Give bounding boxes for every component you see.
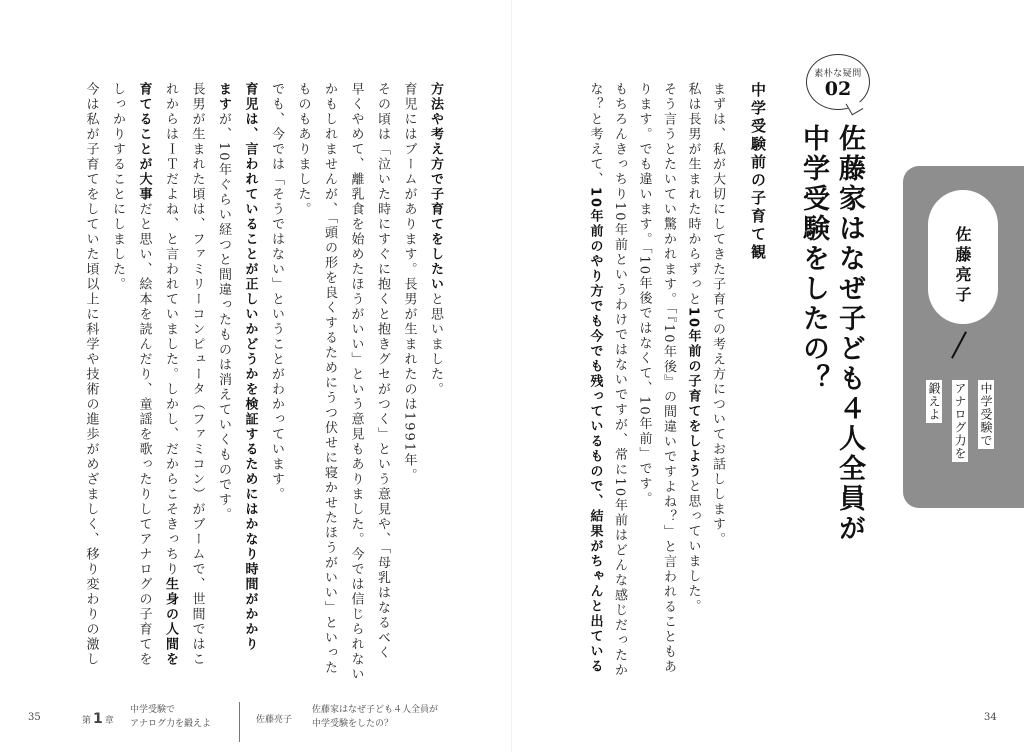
- right-body-column: [684, 82, 702, 614]
- left-body-column: [188, 82, 206, 667]
- body-text: 育児にはブームがあります。長男が生まれたのは1991年。: [401, 82, 417, 484]
- emphasis-text: 生身の人間を: [163, 577, 178, 667]
- tab-caption-line-1: 中学受験で: [979, 382, 993, 447]
- left-body-column: [267, 82, 285, 502]
- footer-author: 佐藤亮子: [256, 715, 293, 725]
- right-body-column: [659, 82, 677, 675]
- right-body-column: [708, 82, 726, 547]
- body-text: もちろんきっちり10年前というわけではないですが、常に10年前はどんな感じだったか: [612, 82, 627, 679]
- right-body-column: [586, 82, 604, 674]
- left-body-column: [426, 82, 444, 397]
- body-text: ります。でも違います。「10年後ではなくて、10年前」です。: [636, 82, 652, 507]
- question-badge-label: 素朴な疑問: [814, 69, 862, 79]
- body-text: 早くやめて、離乳食を始めたほうがいい」という意見もありました。今では信じられない: [348, 82, 364, 682]
- left-body-column: [241, 82, 259, 652]
- body-text: でも、今では「そうではない」ということがわかっています。: [269, 82, 284, 502]
- left-body-column: [347, 82, 365, 682]
- body-text: しっかりすることにしました。: [110, 82, 125, 292]
- footer-separator: [239, 702, 240, 742]
- emphasis-text: ます: [216, 82, 231, 112]
- left-body-column: [214, 82, 232, 523]
- left-body-column: [373, 82, 391, 661]
- chapter-title: 中学受験で アナログ力を鍛えよ: [130, 705, 212, 729]
- tab-caption-line-3: 鍛えよ: [927, 382, 941, 421]
- page-number-left: 35: [28, 712, 41, 723]
- body-text: と思いました。: [428, 292, 443, 397]
- emphasis-text: 10年前の子育てをしよう: [685, 307, 701, 480]
- left-body-column: [82, 82, 100, 667]
- body-text: 今は私が子育てをしていた頃以上に科学や技術の進歩がめざましく、移り変わりの激し: [83, 82, 99, 667]
- section-title: 佐藤家はなぜ子ども４人全員が 中学受験をしたの？: [312, 705, 439, 729]
- gutter-divider: [511, 0, 512, 752]
- right-body-column: [635, 82, 653, 507]
- body-text: れからはＩＴだよね、と言われていました。しかし、だからこそきっちり: [163, 82, 178, 577]
- body-text: そう言うとたいてい驚かれます。「『10年後』の間違いですよね？」と言われることもあ: [661, 82, 676, 675]
- body-text: ものもありました。: [295, 82, 311, 217]
- body-text: が、10年ぐらい経つと間違ったものは消えていくものです。: [216, 112, 231, 523]
- body-text: な？と考えて、: [587, 82, 603, 187]
- body-text: だと思い、絵本を読んだり、童謡を歌ったりしてアナログの子育てを: [136, 202, 152, 667]
- chapter-label: 第 1 章: [82, 711, 114, 727]
- title-line-1: 佐藤家はなぜ子ども４人全員が: [834, 124, 865, 544]
- left-body-column: [294, 82, 312, 217]
- emphasis-text: 方法や考え方で子育てをしたい: [428, 82, 443, 292]
- left-body-column: [135, 82, 153, 667]
- body-text: まずは、私が大切にしてきた子育ての考え方についてお話しします。: [710, 82, 725, 547]
- body-text: 私は長男が生まれた時からずっと: [685, 82, 701, 307]
- body-text: と思っていました。: [685, 479, 701, 615]
- tab-caption-line-2: アナログ力を: [953, 382, 967, 460]
- left-body-column: [161, 82, 179, 667]
- emphasis-text: 10年前のやり方でも今でも残っているもので、結果がちゃんと出ている: [587, 187, 603, 675]
- body-text: かもしれませんが、「頭の形を良くするためにうつ伏せに寝かせたほうがいい」といった: [322, 82, 337, 676]
- body-text: 長男が生まれた頃は、ファミリーコンピュータ（ファミコン）がブームで、世間ではこ: [189, 82, 205, 667]
- emphasis-text: 育てることが大事: [136, 82, 152, 202]
- left-body-column: [108, 82, 126, 292]
- right-body-column: [610, 82, 628, 678]
- left-body-column: [400, 82, 418, 483]
- emphasis-text: 育児は、言われていることが正しいかどうかを検証するためにはかなり時間がかかり: [242, 82, 258, 652]
- author-name: 佐藤亮子: [953, 226, 972, 306]
- page-number-right: 34: [984, 712, 997, 723]
- question-badge-number: 02: [824, 78, 852, 100]
- section-subheading: 中学受験前の子育て観: [749, 82, 767, 262]
- question-badge: [806, 54, 870, 110]
- title-line-2: 中学受験をしたの？: [798, 124, 829, 394]
- body-text: その頃は「泣いた時にすぐに抱くと抱きグセがつく」という意見や、「母乳はなるべく: [375, 82, 390, 661]
- left-body-column: [320, 82, 338, 676]
